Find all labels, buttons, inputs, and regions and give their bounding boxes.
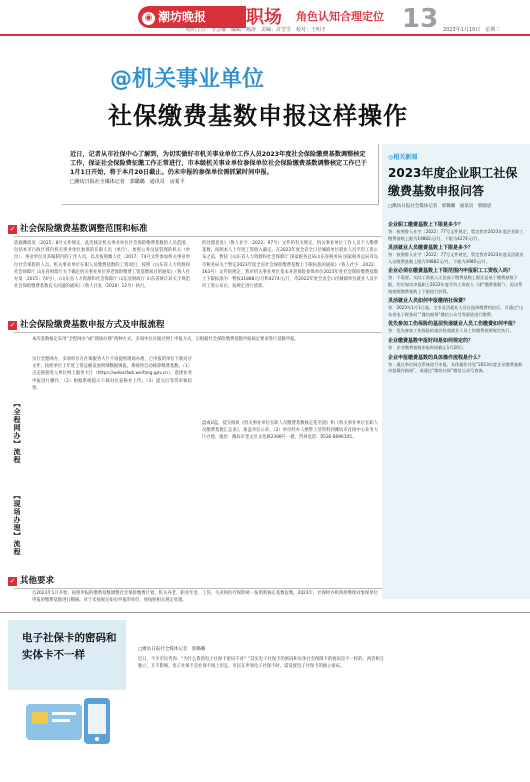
qa-answer: 答：企业缴费基数申报时间截止1月20日。 [388, 344, 468, 350]
qa-answer: 答：2023年1月1日起，全市灵活就业人员在选择缴费档次后，可通过“山东省电子税务局”“潍坊税务”微信公众号等渠道进行缴费。 [388, 305, 524, 317]
section-slogan: 角色认知合理定位 [296, 10, 384, 23]
bottom-byline: □潍坊日报社全媒体记者 郭璐璐 [138, 647, 206, 652]
qa-answer: 答：不需要。实际工资收入无论高于缴费基数上限还是低于缴费基数下限，均应如实申报职工2022年度月均工资收入（即“缴费基数”），再由系统按照缴费基数上下限进行折算。 [388, 275, 523, 294]
label-offline-process: 【现场办理】流程 [13, 492, 21, 556]
qa-answer: 答：按照鲁人社字〔2022〕77号文件规定，暂定我市2023年度灵活就业人员缴费基数上限为19882元/月，下限为3980元/月。 [388, 252, 524, 264]
qa-question: 企业职工缴费基数上下限是多少？ [388, 222, 464, 228]
qa-question: 企业缴费基数申报时间是如何规定的？ [388, 337, 474, 344]
qa-answer: 答：按照鲁人社字〔2022〕77号文件规定，暂定我市2023年度企业职工缴费基数上限为19882元/月，下限为4274元/月。 [388, 229, 524, 241]
article-kicker: @机关事业单位 [110, 67, 265, 92]
issue-date: 2023年1月10日 星期二 [443, 27, 501, 33]
section2-heading [8, 318, 165, 330]
section2-rule [14, 332, 382, 333]
section3-rule [14, 588, 382, 589]
qa-item [388, 298, 526, 318]
sidebar-title: 2023年度企业职工社保缴费基数申报问答 [388, 166, 518, 198]
qa-item [388, 222, 526, 242]
section1-column1: 依据潍政发〔2015〕8号文件规定，此次核定机关事业单位社会保险缴费基数的人员范围，包括本市行政区域内机关事业单位参保的在职人员（单位），参照公务员法管理的机关（单位），事业单位及其编制内的工作人员，以及按照潍人社〔2017〕74号文件参加机关事业单位社会保险的人员。机关事业单位在职人员缴费基数的工资项目，按照《山东省人力资源和社会保障厅 山东省财政厅关于确定机关事业单位养老保险缴费工资基数项目的通知》（鲁人社办发〔2015〕74号）、《山东省人力资源和社会保障厅 山东省财政厅 山东省统计局关于规范社会保险缴费基数有关问题的通知》（鲁人社发〔2020〕12号）执行。 [14, 241, 190, 290]
bottom-title: 电子社保卡的密码和实体卡不一样 [22, 632, 117, 661]
article-lead [70, 150, 370, 187]
bottom-text-column1: 近日，不少市民咨询：“为什么我的电子社保卡密码不对？”其实电子社保卡的密码和实体社会保障卡的密码是不一样的，两者相互独立，互不影响。电子社保卡是社保卡线上形态，市民在申领电子社保卡时，需设置电子社保卡的独立密码。 [138, 657, 384, 670]
section3-heading-text: 其他要求 [20, 576, 55, 586]
checkmark-icon: ✓ [9, 577, 16, 585]
section1-heading-text: 社会保险缴费基数调整范围和标准 [20, 224, 148, 234]
social-security-card-icon [18, 690, 118, 754]
qa-item [388, 338, 526, 352]
section3-text: 自2023年1月开始，按照申报的缴费基数调整社会保险缴费计划，机关养老、职业年金、工伤、失业和医疗保险统一按照新核定基数征缴。2023年，社保经办机构将继续对参保单位申报的缴费基数进行稽核，对于未按规定如实申报的单位，将按照相关规定处理。 [32, 591, 378, 604]
lead-text: 近日，记者从市社保中心了解到，为切实做好市机关事业单位工作人员2023年度社会保险缴费基数调整核定工作，保证社会保险费征缴工作正常进行，市本级机关事业单位参保单位社会保险缴费基数调整核定工作已于1月1日开始，将于本月20日截止。仍未申报的参保单位需抓紧时间申报。 [70, 151, 367, 176]
logo-icon: ◉ [142, 12, 155, 25]
masthead-rule [0, 34, 530, 36]
qa-item [388, 245, 526, 265]
section2-column1: 实行全程网办、多项单位在社保服务大厅不再提供现场办理，已申报的单位下载对应文件，按照单位上年度工资总额发放明细数据填报，系统将自动核算缴费基数。（1）点击链接进入单位网上服务大厅（https://webssfwb.weifang.gov.cn），选择业务申报进行操作。（2）根据系统提示下载对应表格并上传。（3）提交后等待审核结果。 [32, 357, 192, 391]
bottom-divider [0, 612, 530, 613]
editor-credits: 组织主任：李会娜 编辑：杨涛 美编：许雪雪 校对：王明才 [186, 27, 327, 33]
checkmark-icon: ✓ [9, 225, 16, 233]
section2-heading-text: 社会保险缴费基数申报方式及申报流程 [20, 320, 165, 330]
section1-heading [8, 222, 148, 234]
page-number: 13 [402, 4, 439, 34]
section3-heading [8, 574, 54, 586]
sidebar-tag: ◎相关新闻 [388, 154, 418, 161]
qa-question: 灵活就业人员缴费基数上下限是多少？ [388, 245, 474, 252]
qa-question: 灵活就业人员如何申报缴纳社保费？ [388, 298, 469, 305]
checkmark-icon: ✓ [9, 321, 16, 329]
section2-column2: 盘或U盘，提交纸质《机关事业单位在职人员缴费基数核定花名册》和《机关事业单位在职人员缴费基数汇总表》，加盖单位公章。（2）单位经办人携带上述资料到潍坊市社保中心业务大厅办理，地址：潍坊市奎文区文化路2398号一楼，咨询电话：0536-8096105。 [202, 421, 378, 441]
logo-text: 潮坊晚报 [158, 10, 207, 24]
qa-question: 企业必须在缴费基数上下限范围内申报职工工资收入吗？ [388, 268, 514, 275]
section-name: 职场 [246, 7, 282, 28]
qa-question: 优先参加工伤保险的基层快递就业人员工伤缴费如何申报？ [388, 321, 519, 328]
qa-item [388, 268, 526, 295]
sidebar-byline: □潍坊日报社全媒体记者 郭璐璐 通讯员 柴晓晨 [388, 204, 492, 209]
newspaper-logo [138, 6, 246, 28]
section1-column2: 的处理意见》（鲁人社字〔2022〕67号）文件的有关规定。机关事业单位工作人员个人缴费基数，按照本人上年度工资收入确定。在2022年度全省全口径城镇单位就业人员平均工资公布之前，暂按《山东省人力资源和社会保障厅 国家税务总局山东省税务局 国家税务总局青岛市税务局关于暂定2023年度全省社会保险缴费基数上下限标准的通知》（鲁人社字〔2022〕163号）文件的规定，我市机关事业单位基本养老保险参保单位2023年度社会保险缴费基数上下限标准为：暂按31888元/月和4274元/月，待2022年度全省全口径城镇单位就业人员平均工资公布后，按规定进行清算。 [202, 241, 378, 290]
qa-item [388, 355, 526, 375]
lead-byline: □潍坊日报社全媒体记者 郭璐璐 通讯员 房希平 [70, 179, 185, 185]
qa-answer: 答：优先参加工伤保险的基层快递就业人员工伤缴费按照规定执行。 [388, 328, 514, 334]
qa-answer: 答：通过单位网办系统进行申报。具体操作详见“2023年度企业缴费基数申报操作指南”，或通过“潍坊社保”微信公众号查询。 [388, 361, 523, 374]
qa-item [388, 321, 526, 335]
label-online-process: 【全程网办】流程 [13, 400, 21, 464]
sidebar-qa-list [388, 222, 526, 378]
section1-rule [14, 236, 382, 237]
qa-question: 企业申报缴费基数的具体操作流程是什么？ [388, 354, 484, 361]
section2-intro: 本次基数核定采用“全程网办”或“现场办理”两种方式。多项单位应通过网上申报方式，后根据社会保险缴费基数申报核定要求进行基数申报。 [32, 337, 299, 342]
article-headline: 社保缴费基数申报这样操作 [108, 101, 408, 130]
